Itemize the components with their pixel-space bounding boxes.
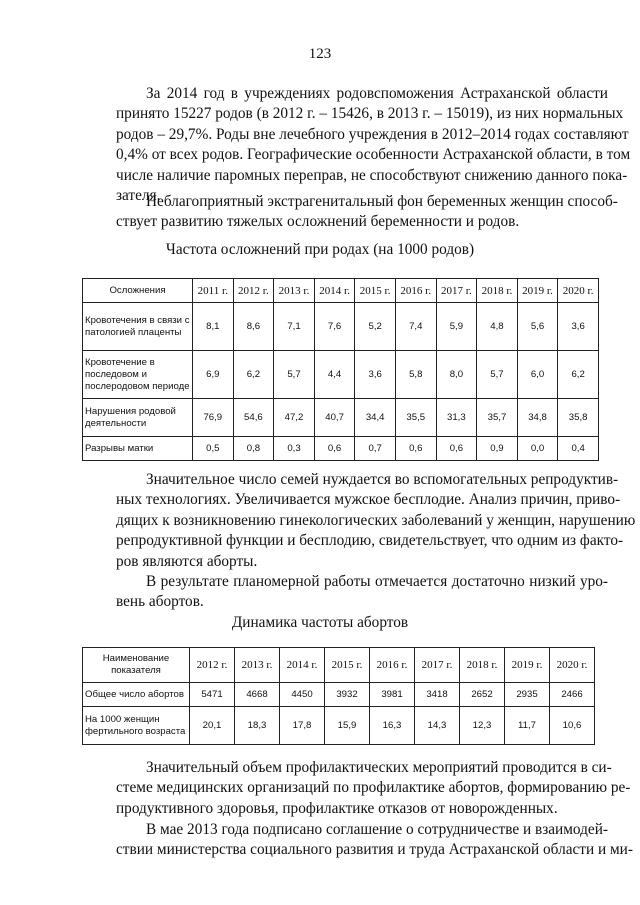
text-line: В мае 2013 года подписано соглашение о сотрудничестве и взаимодей-	[146, 821, 608, 838]
text-line: ных технологиях. Увеличивается мужское бесплодие. Анализ причин, приво-	[116, 491, 621, 509]
table-cell: 18,3	[235, 707, 280, 745]
table-cell: 10,6	[550, 707, 595, 745]
text-line: числе наличие паромных переправ, не способствуют снижению данного пока-	[116, 166, 628, 184]
year-header: 2011 г.	[193, 279, 234, 303]
text-line: 0,4% от всех родов. Географические особенности Астраханской области, в том	[116, 146, 631, 164]
table-cell: 40,7	[314, 399, 355, 437]
table-row	[83, 303, 599, 351]
year-header: 2016 г.	[395, 279, 436, 303]
text-line: За 2014 год в учреждениях родовспоможения Астраханской области	[146, 85, 608, 102]
year-header: 2012 г.	[233, 279, 274, 303]
table-cell: 35,5	[395, 399, 436, 437]
table-title-complications: Частота осложнений при родах (на 1000 родов)	[165, 241, 475, 258]
table-cell: 31,3	[436, 399, 477, 437]
text-line: репродуктивной функции и бесплодию, свидетельствует, что одним из факто-	[116, 532, 624, 550]
table-row	[83, 683, 595, 707]
year-header: 2017 г.	[415, 648, 460, 683]
table-cell: 4,8	[477, 303, 518, 351]
text-line: вень абортов.	[116, 593, 204, 611]
table-cell: 5471	[190, 683, 235, 707]
row-label: Нарушения родовой деятельности	[83, 399, 193, 437]
table-cell: 5,6	[517, 303, 558, 351]
text-line: зателя.	[116, 186, 161, 204]
abortions-table	[82, 647, 595, 745]
paragraph-prevention	[116, 758, 631, 819]
table-cell: 0,4	[558, 437, 599, 461]
text-line: В результате планомерной работы отмечается достаточно низкий уро-	[146, 573, 608, 590]
table-header-cell: Наименование показателя	[83, 648, 190, 683]
text-line: Значительный объем профилактических мероприятий проводится в си-	[146, 759, 612, 776]
table-cell: 54,6	[233, 399, 274, 437]
year-header: 2013 г.	[274, 279, 315, 303]
table-cell: 15,9	[325, 707, 370, 745]
table-row	[83, 707, 595, 745]
table-cell: 0,6	[395, 437, 436, 461]
row-label: Кровотечения в связи с патологией плаценты	[83, 303, 193, 351]
table-cell: 3,6	[558, 303, 599, 351]
year-header: 2017 г.	[436, 279, 477, 303]
table-cell: 4668	[235, 683, 280, 707]
year-header: 2013 г.	[235, 648, 280, 683]
paragraph-extragenital	[116, 192, 618, 233]
table-cell: 5,2	[355, 303, 396, 351]
year-header: 2019 г.	[505, 648, 550, 683]
table-header-cell: Осложнения	[83, 279, 193, 303]
year-header: 2020 г.	[558, 279, 599, 303]
table-row	[83, 437, 599, 461]
table-cell: 4,4	[314, 351, 355, 399]
text-line: родов – 29,7%. Роды вне лечебного учреждения в 2012–2014 годах составляют	[116, 125, 629, 143]
table-cell: 0,6	[314, 437, 355, 461]
table-cell: 8,0	[436, 351, 477, 399]
table-cell: 3,6	[355, 351, 396, 399]
row-label: Общее число абортов	[83, 683, 190, 707]
year-header: 2015 г.	[325, 648, 370, 683]
table-cell: 0,3	[274, 437, 315, 461]
table-cell: 6,2	[558, 351, 599, 399]
table-cell: 7,6	[314, 303, 355, 351]
paragraph-reproductive	[116, 470, 636, 572]
table-cell: 6,0	[517, 351, 558, 399]
table-cell: 4450	[280, 683, 325, 707]
table-cell: 76,9	[193, 399, 234, 437]
row-label: На 1000 женщин фертильного возраста	[83, 707, 190, 745]
paragraph-agreement	[116, 820, 633, 861]
text-line: Значительное число семей нуждается во вспомогательных репродуктив-	[146, 471, 619, 488]
table-cell: 5,7	[477, 351, 518, 399]
table-cell: 7,1	[274, 303, 315, 351]
table-cell: 0,9	[477, 437, 518, 461]
table-cell: 0,7	[355, 437, 396, 461]
text-line: дящих к возникновению гинекологических заболеваний у женщин, нарушению	[116, 511, 636, 529]
table-cell: 34,4	[355, 399, 396, 437]
table-row	[83, 399, 599, 437]
table-cell: 14,3	[415, 707, 460, 745]
table-cell: 6,2	[233, 351, 274, 399]
table-row	[83, 351, 599, 399]
row-label: Кровотечение в последовом и послеродовом периоде	[83, 351, 193, 399]
table-cell: 5,9	[436, 303, 477, 351]
year-header: 2020 г.	[550, 648, 595, 683]
table-cell: 5,8	[395, 351, 436, 399]
text-line: Неблагоприятный экстрагенитальный фон беременных женщин способ-	[146, 193, 618, 210]
table-cell: 35,7	[477, 399, 518, 437]
complications-table	[82, 278, 599, 461]
table-header-row	[83, 279, 599, 303]
year-header: 2014 г.	[314, 279, 355, 303]
table-cell: 0,6	[436, 437, 477, 461]
text-line: стеме медицинских организаций по профилактике абортов, формированию ре-	[116, 779, 631, 797]
table-cell: 0,5	[193, 437, 234, 461]
year-header: 2012 г.	[190, 648, 235, 683]
table-cell: 47,2	[274, 399, 315, 437]
table-cell: 8,1	[193, 303, 234, 351]
table-title-abortions: Динамика частоты абортов	[231, 614, 409, 631]
row-label: Разрывы матки	[83, 437, 193, 461]
table-cell: 34,8	[517, 399, 558, 437]
table-cell: 35,8	[558, 399, 599, 437]
table-cell: 0,8	[233, 437, 274, 461]
year-header: 2018 г.	[477, 279, 518, 303]
table-cell: 2935	[505, 683, 550, 707]
year-header: 2015 г.	[355, 279, 396, 303]
year-header: 2014 г.	[280, 648, 325, 683]
table-cell: 8,6	[233, 303, 274, 351]
text-line: ров являются аборты.	[116, 552, 258, 570]
table-cell: 11,7	[505, 707, 550, 745]
year-header: 2019 г.	[517, 279, 558, 303]
table-cell: 2652	[460, 683, 505, 707]
paragraph-abortion-level	[116, 572, 608, 613]
table-cell: 3932	[325, 683, 370, 707]
table-cell: 5,7	[274, 351, 315, 399]
table-cell: 7,4	[395, 303, 436, 351]
text-line: продуктивного здоровья, профилактике отказов от новорожденных.	[116, 799, 558, 817]
year-header: 2018 г.	[460, 648, 505, 683]
table-header-row	[83, 648, 595, 683]
table-cell: 0,0	[517, 437, 558, 461]
text-line: ствии министерства социального развития и труда Астраханской области и ми-	[116, 841, 633, 859]
table-cell: 3418	[415, 683, 460, 707]
text-line: принято 15227 родов (в 2012 г. – 15426, в 2013 г. – 15019), из них нормальных	[116, 105, 624, 123]
paragraph-births-2014	[116, 84, 631, 206]
table-cell: 20,1	[190, 707, 235, 745]
table-cell: 16,3	[370, 707, 415, 745]
page-number: 123	[308, 46, 332, 62]
table-cell: 17,8	[280, 707, 325, 745]
table-cell: 6,9	[193, 351, 234, 399]
year-header: 2016 г.	[370, 648, 415, 683]
text-line: ствует развитию тяжелых осложнений беременности и родов.	[116, 213, 520, 231]
table-cell: 3981	[370, 683, 415, 707]
table-cell: 2466	[550, 683, 595, 707]
table-cell: 12,3	[460, 707, 505, 745]
